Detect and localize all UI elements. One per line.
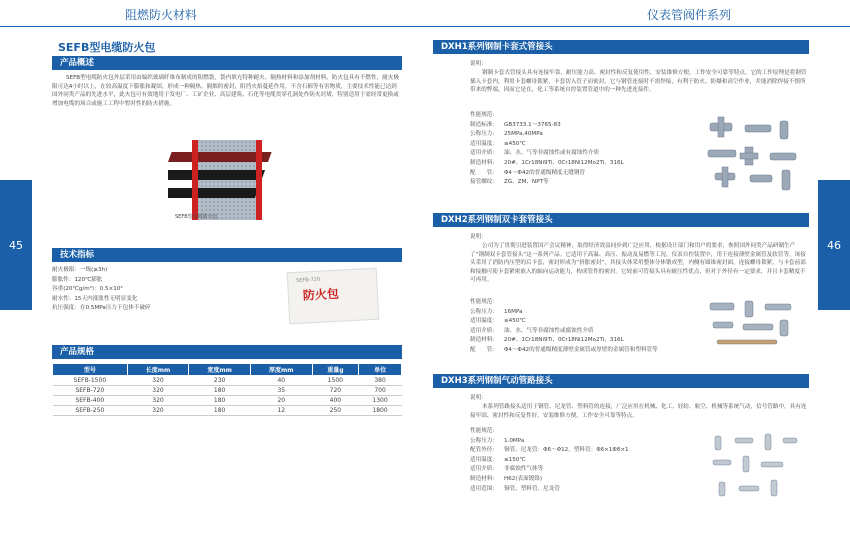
table-cell: SEFB-400	[53, 396, 128, 406]
spec-row	[470, 456, 700, 466]
table-header-cell: 厚度mm	[250, 364, 312, 376]
spec-row	[470, 169, 690, 179]
spec-key: 公称压力：	[470, 131, 498, 138]
spec-val: ≤450℃	[504, 140, 526, 147]
spec-row	[470, 327, 700, 337]
table-cell: 180	[189, 386, 251, 396]
spec-key: 适用介质：	[470, 466, 498, 473]
right-page-number: 46	[818, 180, 850, 310]
dxh1-specs	[470, 111, 690, 188]
right-header-title: 仪表管阀件系列	[647, 8, 732, 22]
left-header-line	[0, 26, 425, 27]
table-cell: 380	[359, 376, 402, 386]
table-header-cell: 型号	[53, 364, 128, 376]
spec-row	[470, 149, 690, 159]
table-cell: 700	[359, 386, 402, 396]
spec-row	[470, 130, 690, 140]
table-row	[53, 386, 402, 396]
dxh2-specs	[470, 298, 700, 356]
spec-key: 制造标准：	[470, 121, 498, 128]
spec-val: Φ4～Φ42的普通级精度无缝钢管	[504, 169, 586, 176]
spec-val: 非腐蚀性气体等	[504, 466, 544, 473]
left-page-number: 45	[0, 180, 32, 310]
table-cell: 20	[250, 396, 312, 406]
bag-sublabel: SEFB-720	[296, 276, 321, 284]
spec-key: 公称压力：	[470, 437, 498, 444]
tech-spec-item: 抗压强度：在0.5MPa压力下包体不破碎	[52, 305, 151, 312]
spec-row	[470, 308, 700, 318]
spec-val: 20#、1Cr18Ni9Ti、0Cr18Ni12Mo2Ti、316L	[504, 159, 624, 166]
diagram-caption: SEFB型电缆防火包	[175, 214, 218, 220]
dxh3-note-label: 说明：	[470, 395, 487, 401]
table-cell: 320	[127, 376, 189, 386]
section-dxh1: DXH1系列钢制卡套式管接头	[433, 40, 809, 54]
spec-row	[470, 140, 690, 150]
spec-val: ≤150℃	[504, 456, 526, 463]
tech-spec-item: 容重(20℃g/m³)：0.5×10³	[52, 286, 123, 293]
spec-val: 铜管、尼龙管：Φ6～Φ12，塑料管：Φ6×1Φ8×1	[504, 447, 629, 454]
table-cell: 400	[312, 396, 359, 406]
spec-val: GB3733.1～3765-83	[504, 121, 561, 128]
product-title: SEFB型电缆防火包	[58, 41, 156, 54]
dxh2-fittings-photo	[705, 298, 805, 358]
table-cell: 1300	[359, 396, 402, 406]
spec-key: 适用温度：	[470, 140, 498, 147]
fire-bag-photo	[287, 268, 380, 325]
spec-row	[470, 485, 700, 495]
spec-row	[470, 437, 700, 447]
spec-val: 油、水、气等非腐蚀性或腐蚀性介质	[504, 327, 594, 334]
dxh1-fittings-photo	[700, 115, 810, 200]
section-dxh2: DXH2系列钢制双卡套管接头	[433, 213, 809, 227]
left-header-title: 阻燃防火材料	[125, 8, 198, 22]
spec-key: 性能规范：	[470, 428, 498, 434]
spec-val: 1.0MPa	[504, 437, 525, 444]
spec-key: 配 管：	[470, 346, 498, 353]
spec-row	[470, 446, 700, 456]
spec-key: 适用范围：	[470, 485, 498, 492]
table-cell: 12	[250, 406, 312, 416]
spec-val: 25MPa,40MPa	[504, 131, 543, 138]
table-header-row	[53, 364, 402, 376]
spec-key: 适用介质：	[470, 327, 498, 334]
table-cell: 720	[312, 386, 359, 396]
table-cell: 230	[189, 376, 251, 386]
table-header-cell: 单位	[359, 364, 402, 376]
table-cell: 180	[189, 396, 251, 406]
overview-text: SEFB型电缆防火包外层采用由编织玻璃纤维布制成的阻燃袋，袋内填充特种耐火、隔热材料和添加剂材料，防火包具有不燃性，耐火极限可达4小时以上，在较高温度下膨胀和凝固，形成一种隔热、隔烟的密封，阻挡火焰蔓延作用，不含石棉等有害物质，主要技术性能已达到国外同类产品的先进水平，此火包可有效地用于发电厂、工矿企业、高层建筑、石化等电缆贯穿孔洞处作防火封堵，特别适用于需经常更换或增加电缆的场合或施工工程中暂时性的防火措施。	[52, 75, 399, 107]
spec-key: 性能规范：	[470, 299, 498, 305]
spec-val: H62(表面镀铬)	[504, 475, 543, 482]
table-cell: 40	[250, 376, 312, 386]
spec-row	[470, 178, 690, 188]
tech-specs	[52, 266, 282, 314]
spec-val: 16MPa	[504, 308, 523, 315]
spec-key: 配管外径：	[470, 447, 498, 454]
spec-key: 制造材料：	[470, 159, 498, 166]
spec-val: Φ4～Φ42的普通级精度薄壁金属管或厚壁的金属管和塑料管等	[504, 346, 658, 353]
dxh1-desc: 钢制卡套式管接头具有连接牢靠、耐压能力高、密封性和反复使用性、安装维修方便、工作安全可靠等特点。它的工作原理是将钢管插入卡套内，利用卡套螺母锁紧，卡套切入管子而密封。它与钢管连接时不需焊接，有利于防火、防爆和高空作业，并能消除焊接不慎所带来的弊端，因而它是在，化工等系统自控装置管道中的一种先进连接件。	[470, 70, 807, 94]
table-row	[53, 396, 402, 406]
table-row	[53, 406, 402, 416]
spec-row	[470, 317, 700, 327]
spec-row	[470, 336, 700, 346]
dxh3-desc: 本系列管路接头适用于钢管、尼龙管、塑料管的连接，广泛应用在机械、化工、轻纺、航空、机械等系统气动，信号管路中，具有连接牢固、密封性和反复性好，安装维修方便，工作安全可靠等特点。	[470, 404, 807, 419]
right-header-line	[425, 26, 850, 27]
spec-key: 适用介质：	[470, 150, 498, 157]
dxh3-fittings-photo	[705, 430, 805, 510]
table-cell: 180	[189, 406, 251, 416]
dxh2-desc: 公司为了贯彻引进装置国产会议精神，取得经济效益同步到广泛应用，根据设计部门和用户的要求，参照国外同类产品研制生产了“钢制双卡套管接头”这一系列产品。它适用于高温、高压、振动及易燃等工况，仪表自控装置中，用于连接薄壁金属管及软管等。该接头采用了消防内压型的后卡套，密封形成为“挤胀密封”，其接头体采用整体分体锻成型，内侧有圆锥密封面，连接螺母锁紧，与卡套前部和接触可使卡套紧密嵌入的轴向运动能力，构成管件的密封。它较前可管接头具有耐压性优点，但对于外径有一定要求，并且卡套精度不可再用。	[470, 243, 806, 284]
dxh1-note-label: 说明：	[470, 61, 487, 67]
table-cell: 1500	[312, 376, 359, 386]
table-header-cell: 重量g	[312, 364, 359, 376]
spec-key: 制造材料：	[470, 337, 498, 344]
dxh2-note-label: 说明：	[470, 234, 487, 240]
spec-key: 公称压力：	[470, 308, 498, 315]
spec-row	[470, 298, 700, 308]
section-overview: 产品概述	[52, 56, 402, 70]
spec-row	[470, 121, 690, 131]
table-cell: 1800	[359, 406, 402, 416]
section-dxh3: DXH3系列钢制气动管路接头	[433, 374, 809, 388]
spec-val: 铜管、塑料管、尼龙管	[504, 485, 560, 492]
spec-val: 20#、1Cr18Ni9Ti、0Cr18Ni12Mo2Ti、316L	[504, 337, 624, 344]
spec-row	[470, 346, 700, 356]
spec-row	[470, 465, 700, 475]
table-header-cell: 宽度mm	[189, 364, 251, 376]
right-page	[425, 0, 850, 536]
spec-row	[470, 475, 700, 485]
tech-spec-item: 膨胀性：120℃膨胀	[52, 276, 103, 283]
table-cell: SEFB-720	[53, 386, 128, 396]
section-spec: 产品规格	[52, 345, 402, 359]
spec-key: 适用温度：	[470, 318, 498, 325]
spec-key: 性能规范：	[470, 112, 498, 118]
spec-key: 配 管：	[470, 169, 498, 176]
table-cell: 250	[312, 406, 359, 416]
spec-key: 适用温度：	[470, 456, 498, 463]
table-cell: 35	[250, 386, 312, 396]
dxh3-specs	[470, 427, 700, 494]
tech-spec-item: 耐火极限：一级(≥3h)	[52, 267, 108, 273]
spec-key: 接管螺纹：	[470, 179, 498, 186]
table-row	[53, 376, 402, 386]
section-tech: 技术指标	[52, 248, 402, 262]
table-cell: 320	[127, 406, 189, 416]
table-header-cell: 长度mm	[127, 364, 189, 376]
spec-val: 油、水、气等非腐蚀性或有腐蚀性介质	[504, 150, 600, 157]
spec-row	[470, 427, 700, 437]
spec-table	[52, 363, 402, 416]
table-cell: 320	[127, 396, 189, 406]
table-cell: 320	[127, 386, 189, 396]
spec-key: 制造材料：	[470, 475, 498, 482]
spec-val: ZG、ZM、NPT等	[504, 179, 549, 186]
spec-row	[470, 159, 690, 169]
bag-label: 防火包	[302, 286, 340, 303]
table-cell: SEFB-250	[53, 406, 128, 416]
table-cell: SEFB-1500	[53, 376, 128, 386]
spec-val: ≤450℃	[504, 318, 526, 325]
spec-row	[470, 111, 690, 121]
tech-spec-item: 耐水性：15天内涨胀性无明显变化	[52, 295, 138, 302]
